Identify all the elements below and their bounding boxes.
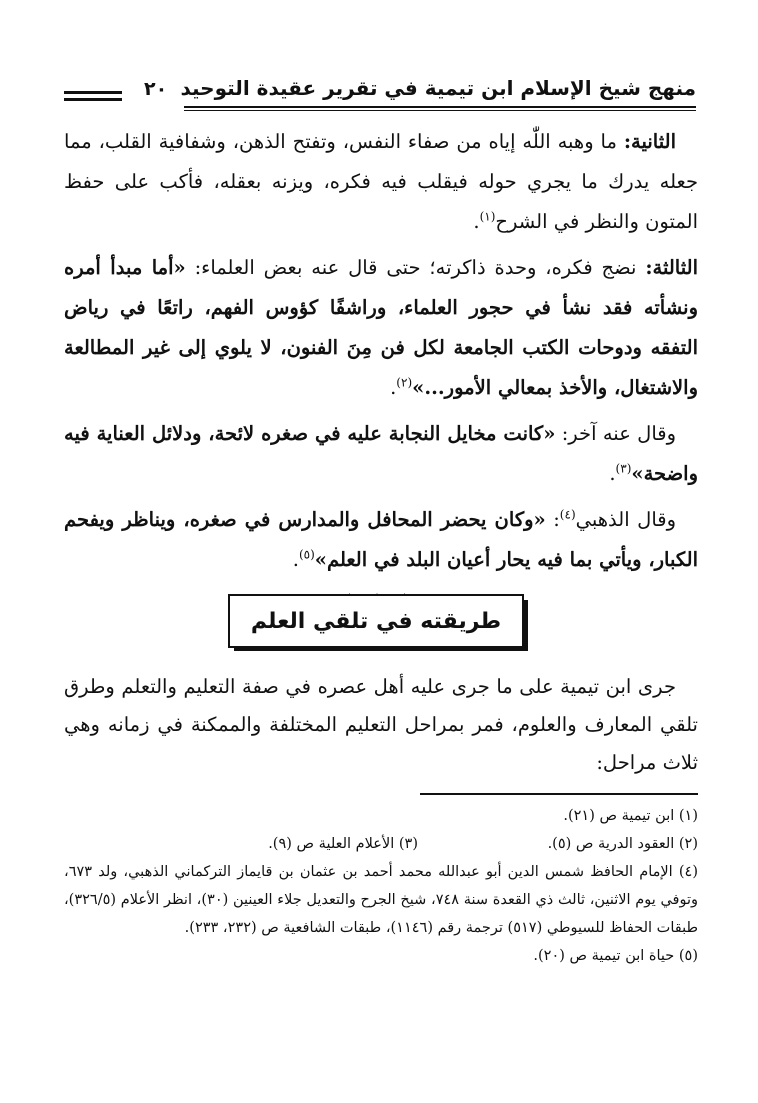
footnotes bbox=[64, 802, 698, 970]
footnote-ref: (٣) bbox=[615, 461, 632, 476]
footnote-row bbox=[64, 830, 698, 858]
paragraph-end: . bbox=[473, 210, 480, 233]
paragraph-end: . bbox=[390, 376, 397, 399]
footnote-1: (١) ابن تيمية ص (٢١). bbox=[563, 808, 698, 824]
paragraph-lead: الثالثة: bbox=[645, 256, 698, 279]
header-rule bbox=[184, 106, 696, 108]
footnote-ref: (٥) bbox=[298, 547, 315, 562]
paragraph-third bbox=[64, 248, 698, 408]
paragraph-text: وقال الذهبي bbox=[575, 508, 676, 531]
paragraph-text: نضج فكره، وحدة ذاكرته؛ حتى قال عنه بعض العلماء: bbox=[185, 256, 646, 279]
header-ornament bbox=[64, 91, 122, 105]
footnote-3: (٣) الأعلام العلية ص (٩). bbox=[268, 836, 418, 852]
footnote-ref: (٢) bbox=[396, 375, 413, 390]
footnote-4: (٤) الإمام الحافظ شمس الدين أبو عبدالله محمد أحمد بن عثمان بن قايماز التركماني الذهبي، ولد ٦٧٣، وتوفي يوم الاثنين، ثالث ذي القعدة سنة ٧٤٨، شيخ الجرح والتعديل جلاء العينين (٣٠)، انظر الأعلام (٣٢٦/٥)، طبقات الحفاظ للسيوطي (٥١٧) ترجمة رقم (١١٤٦)، طبقات الشافعية ص (٢٣٢، ٢٣٣). bbox=[64, 864, 698, 936]
section-heading bbox=[228, 594, 530, 652]
paragraph-dhahabi bbox=[64, 500, 698, 580]
main-text bbox=[64, 122, 698, 622]
footnote-rule bbox=[420, 793, 698, 795]
page-number: ٢٠ bbox=[144, 78, 168, 100]
paragraph-colon: : bbox=[545, 508, 560, 531]
quote-text: «أما مبدأ أمره ونشأته فقد نشأ في حجور العلماء، وراشفًا كؤوس الفهم، راتعًا في رياض التفقه ودوحات الكتب الجامعة لكل فن مِنَ الفنون، لا يلوي إلى غير المطالعة والاشتغال، والأخذ بمعالي الأمور...» bbox=[64, 256, 698, 399]
paragraph-end: . bbox=[292, 548, 299, 571]
footnote-5: (٥) حياة ابن تيمية ص (٢٠). bbox=[533, 948, 698, 964]
paragraph-end: . bbox=[609, 462, 616, 485]
quote-text: «وكان يحضر المحافل والمدارس في صغره، ويناظر ويفحم الكبار، ويأتي بما فيه يحار أعيان البلد في العلم» bbox=[64, 508, 698, 571]
footnote-ref: (١) bbox=[479, 209, 496, 224]
header-rule-thin bbox=[184, 110, 696, 111]
section-text bbox=[64, 668, 698, 788]
paragraph-text: وقال عنه آخر: bbox=[555, 422, 676, 445]
section-paragraph: جرى ابن تيمية على ما جرى عليه أهل عصره في صفة التعليم والتعلم وطرق تلقي المعارف والعلوم، فمر بمراحل التعليم المختلفة والممكنة في زمانه وهي ثلاث مراحل: bbox=[64, 675, 698, 774]
footnote-2: (٢) العقود الدرية ص (٥). bbox=[547, 836, 698, 852]
paragraph-text: ما وهبه اللّٰه إياه من صفاء النفس، وتفتح الذهن، وشفافية القلب، مما جعله يدرك ما يجري حوله فيقلب فيه فكره، ويزنه بعقله، فأكب على حفظ المتون والنظر في الشرح bbox=[64, 130, 698, 233]
section-title: طريقته في تلقي العلم bbox=[228, 594, 524, 648]
paragraph-second bbox=[64, 122, 698, 242]
paragraph-another bbox=[64, 414, 698, 494]
footnote-ref: (٤) bbox=[559, 507, 576, 522]
running-header bbox=[64, 74, 696, 114]
paragraph-lead: الثانية: bbox=[623, 130, 676, 153]
quote-text: «كانت مخايل النجابة عليه في صغره لائحة، ودلائل العناية فيه واضحة» bbox=[64, 422, 698, 485]
header-title: منهج شيخ الإسلام ابن تيمية في تقرير عقيدة التوحيد bbox=[180, 76, 696, 100]
